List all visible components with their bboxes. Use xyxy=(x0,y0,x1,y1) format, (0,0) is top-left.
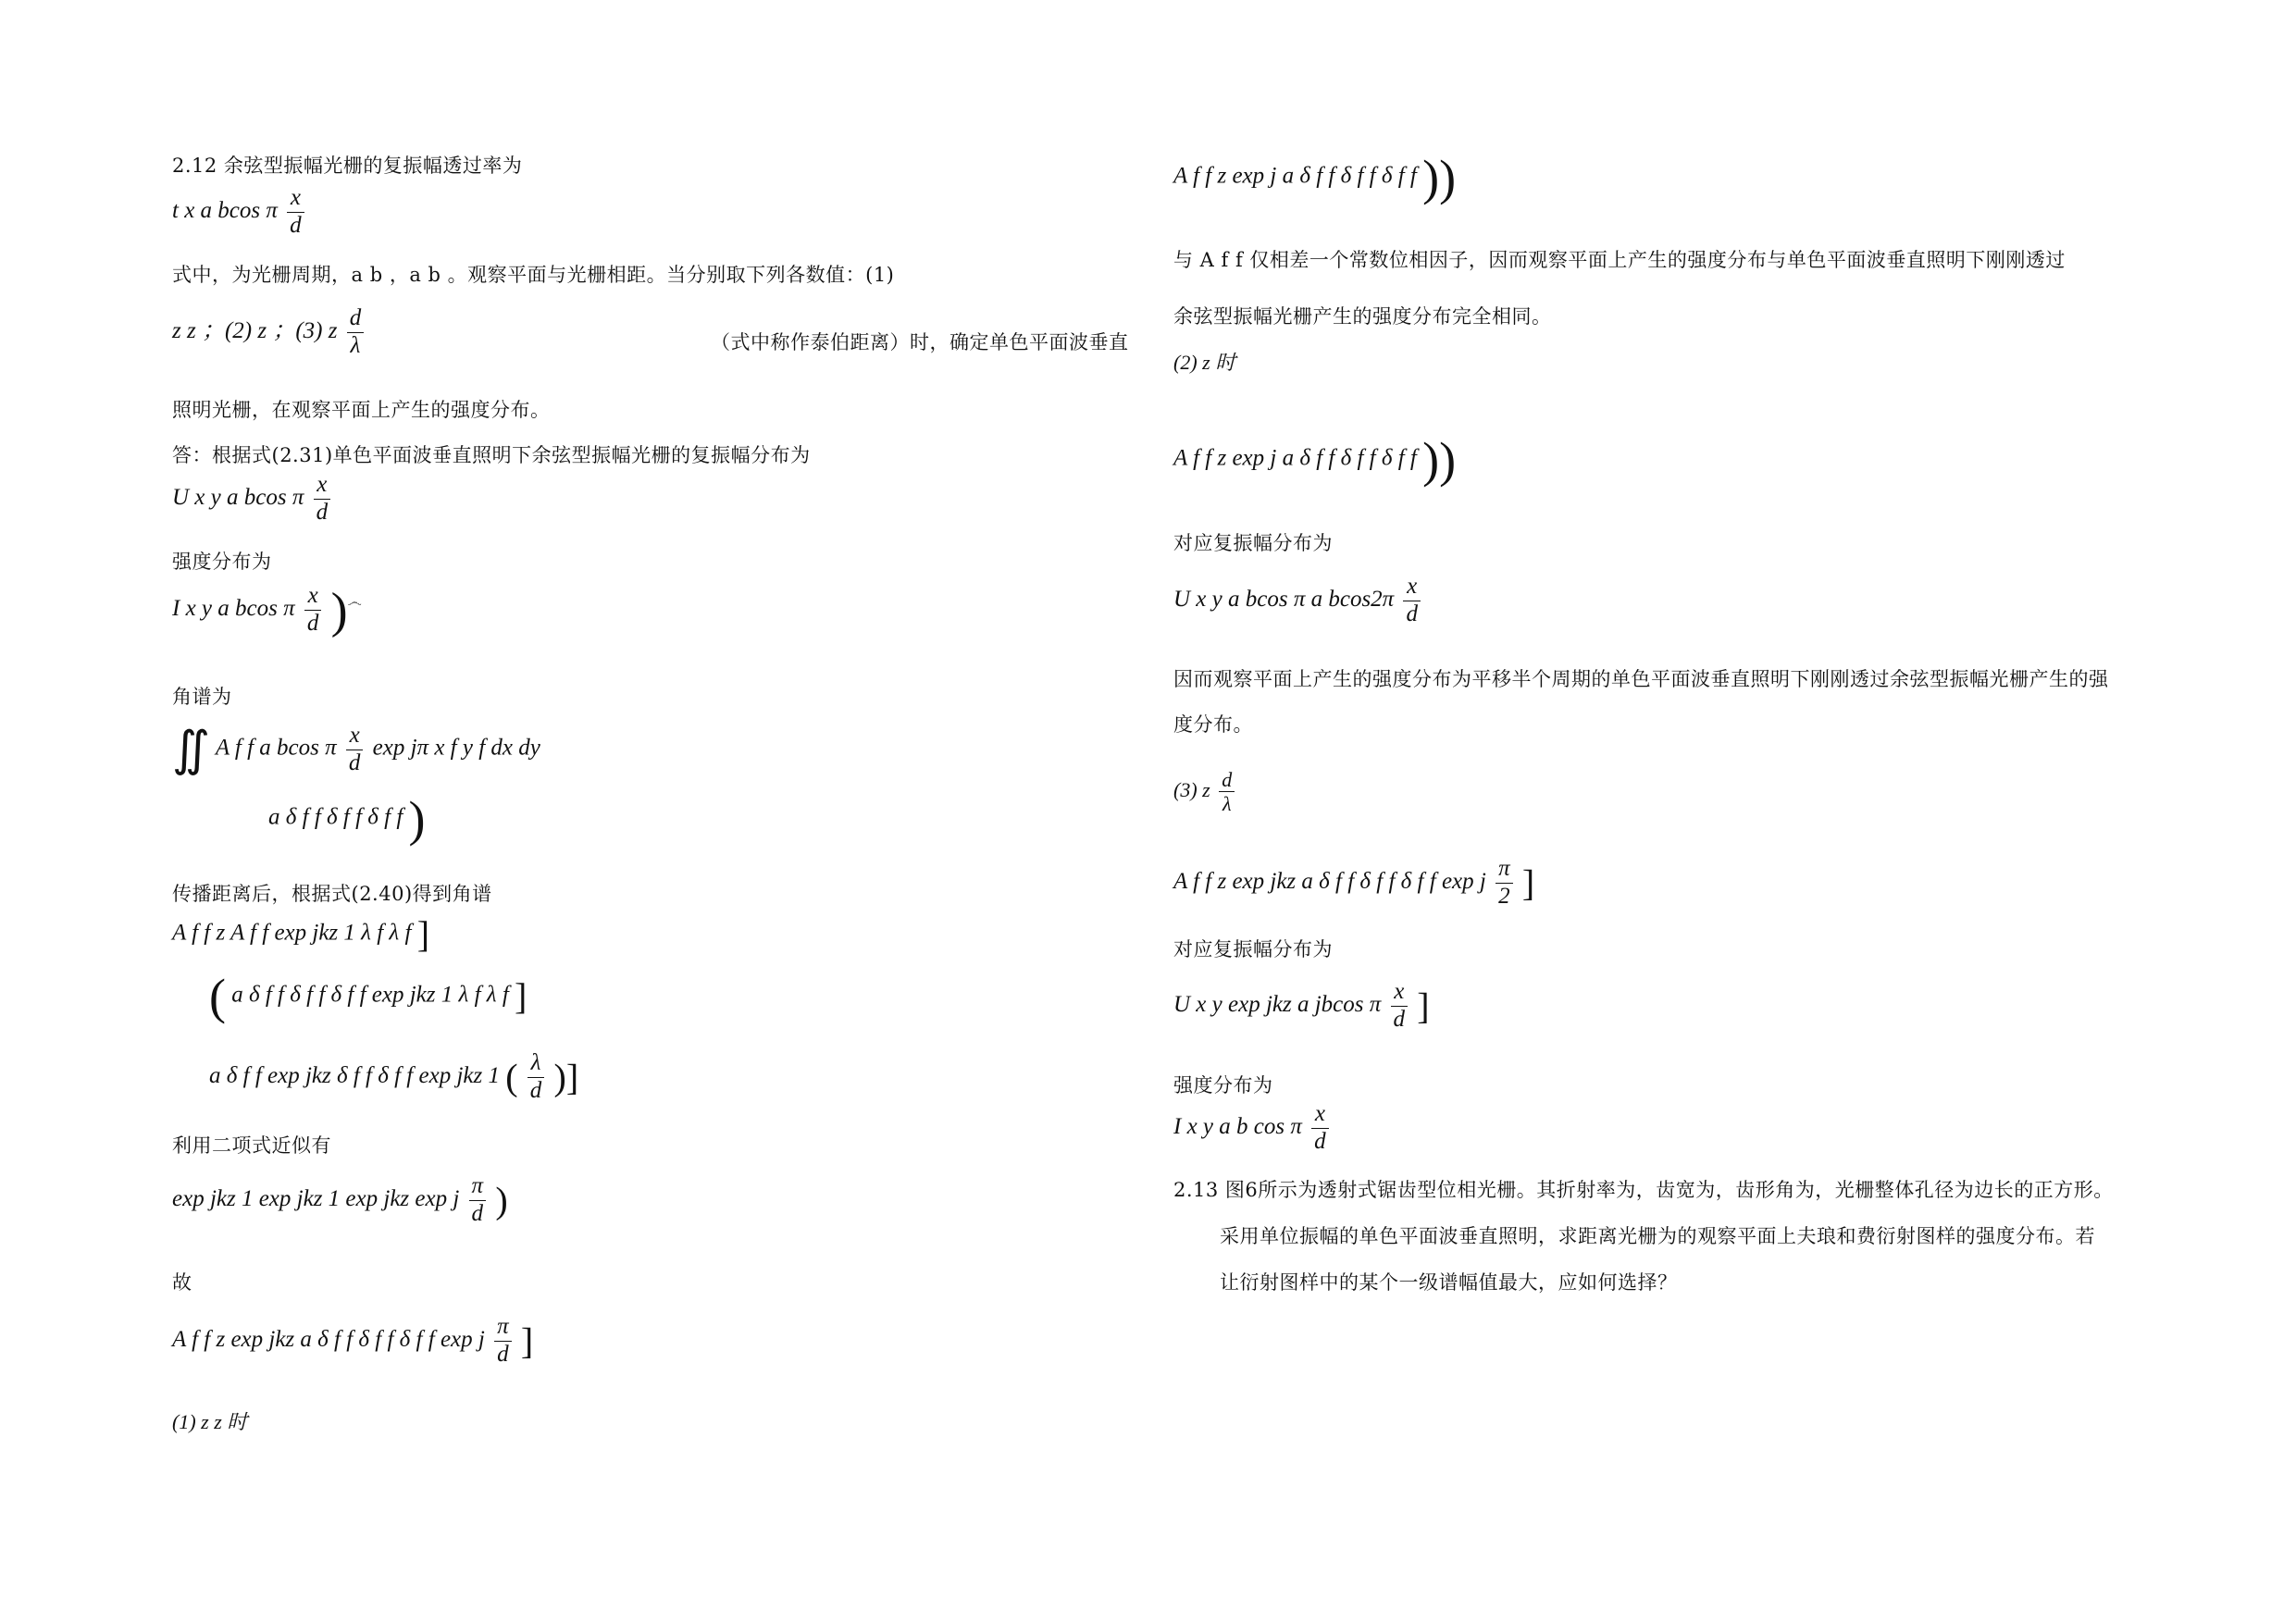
intensity-equation: I x y a bcos π $\frac{x}{d}$ )෴ xyxy=(172,582,361,638)
propagation-equation-2: ( a δ f f δ f f δ f f exp jkz 1 λ f λ f ] xyxy=(209,969,527,1024)
case-2-amplitude-equation: U x y a bcos π a bcos2π $\frac{x}{d}$ xyxy=(1173,574,1424,628)
angular-spectrum-label: 角谱为 xyxy=(172,686,232,708)
therefore-label: 故 xyxy=(172,1271,192,1294)
propagation-equation-3: a δ f f exp jkz δ f f δ f f exp jkz 1 ( $\frac{\lambda}{d}$ )] xyxy=(209,1050,579,1103)
propagation-label: 传播距离后，根据式(2.40)得到角谱 xyxy=(172,883,492,905)
problem-2-12-title: 2.12 余弦型振幅光栅的复振幅透过率为 xyxy=(172,155,523,177)
cases-equation-line: z z ；(2) z ；(3) z $\frac{d}{\lambda}$ xyxy=(172,305,367,360)
angular-spectrum-equation-1: ∬ A f f a bcos π $\frac{x}{d}$ exp jπ x f y f dx dy xyxy=(172,722,540,776)
case-3-intensity-equation: I x y a b cos π $\frac{x}{d}$ xyxy=(1173,1101,1333,1156)
problem-description-1: 式中，为光栅周期，a b ，a b 。观察平面与光栅相距。当分别取下列各数值：(1) xyxy=(172,264,895,286)
case-3-equation: (3) z $\frac{d}{\lambda}$ xyxy=(1173,768,1238,816)
problem-2-13-line-3: 让衍射图样中的某个一级谱幅值最大，应如何选择？ xyxy=(1220,1271,1678,1294)
amplitude-label-2: 对应复振幅分布为 xyxy=(1173,532,1333,554)
case-1-explanation-1: 与 A f f 仅相差一个常数位相因子，因而观察平面上产生的强度分布与单色平面波垂直照明下刚刚透过 xyxy=(1173,249,2066,271)
case-2-result-equation: A f f z exp j a δ f f δ f f δ f f )) xyxy=(1173,432,1457,488)
case-2-explanation-2: 度分布。 xyxy=(1173,713,1253,736)
case-1-explanation-2: 余弦型振幅光栅产生的强度分布完全相同。 xyxy=(1173,305,1552,328)
problem-2-13-line-1: 2.13 图6所示为透射式锯齿型位相光栅。其折射率为，齿宽为，齿形角为，光栅整体孔径为边长的正方形。 xyxy=(1173,1179,2114,1201)
binomial-approximation-equation: exp jkz 1 exp jkz 1 exp jkz exp j $\frac{\pi}{d}$ ) xyxy=(172,1173,508,1226)
case-3-note: （式中称作泰伯距离）时，确定单色平面波垂直 xyxy=(711,331,1129,353)
case-2-equation: (2) z 时 xyxy=(1173,351,1236,374)
problem-description-2: 照明光栅，在观察平面上产生的强度分布。 xyxy=(172,399,551,421)
amplitude-equation: U x y a bcos π $\frac{x}{d}$ xyxy=(172,472,334,527)
fraction-2d2-over-lambda: $\frac{d}{\lambda}$ xyxy=(347,305,365,360)
case-1-result-equation: A f f z exp j a δ f f δ f f δ f f )) xyxy=(1173,150,1457,205)
case-1-equation: (1) z z 时 xyxy=(172,1410,248,1433)
fraction-x-over-d: $\frac{x}{d}$ xyxy=(287,185,304,240)
case-3-result-equation: A f f z exp jkz a δ f f δ f f δ f f exp j $\frac{\pi}{2}$ ] xyxy=(1173,856,1535,909)
binomial-label: 利用二项式近似有 xyxy=(172,1134,331,1157)
angular-spectrum-equation-2: a δ f f δ f f δ f f ) xyxy=(268,791,426,847)
problem-2-13-line-2: 采用单位振幅的单色平面波垂直照明，求距离光栅为的观察平面上夫琅和费衍射图样的强度分布。若 xyxy=(1220,1225,2095,1247)
intensity-label-2: 强度分布为 xyxy=(1173,1074,1273,1096)
answer-intro: 答：根据式(2.31)单色平面波垂直照明下余弦型振幅光栅的复振幅分布为 xyxy=(172,444,811,466)
intensity-label: 强度分布为 xyxy=(172,551,272,573)
case-2-explanation-1: 因而观察平面上产生的强度分布为平移半个周期的单色平面波垂直照明下刚刚透过余弦型振幅光栅产生的强 xyxy=(1173,668,2109,690)
propagation-equation-1: A f f z A f f exp jkz 1 λ f λ f ] xyxy=(172,913,430,955)
case-3-amplitude-equation: U x y exp jkz a jbcos π $\frac{x}{d}$ ] xyxy=(1173,979,1430,1032)
result-equation: A f f z exp jkz a δ f f δ f f δ f f exp j $\frac{\pi}{d}$ ] xyxy=(172,1314,534,1367)
transmittance-equation: t x a bcos π $\frac{x}{d}$ xyxy=(172,185,308,240)
amplitude-label-3: 对应复振幅分布为 xyxy=(1173,938,1333,960)
